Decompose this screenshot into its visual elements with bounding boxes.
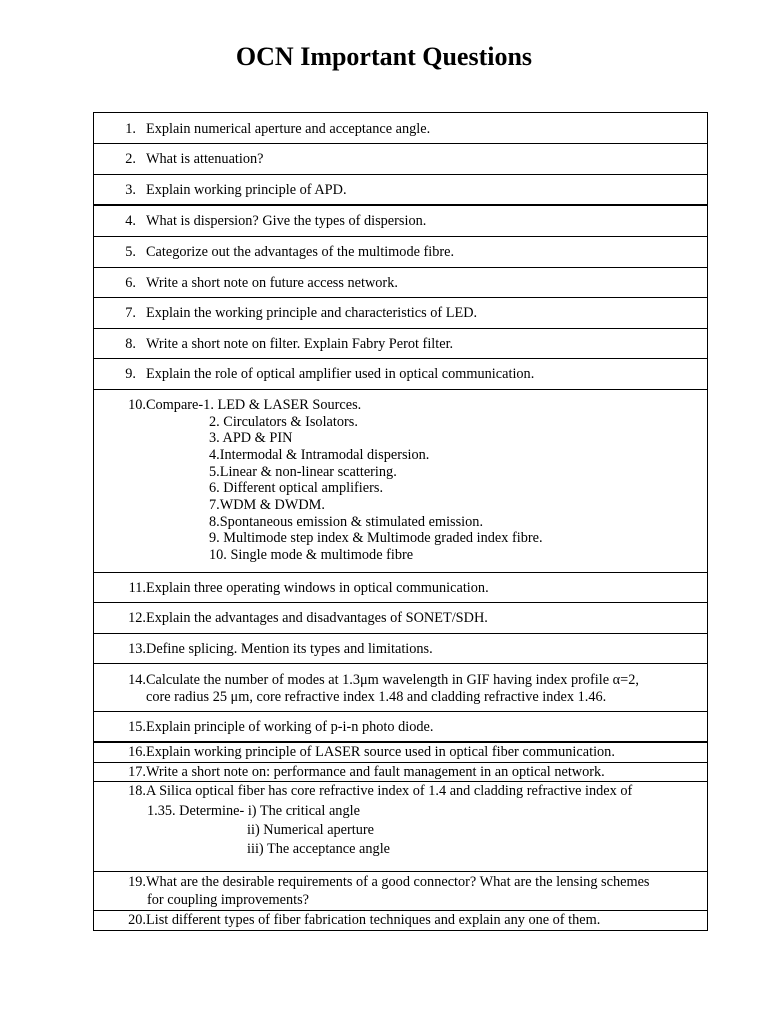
question-row-14: [94, 664, 707, 712]
question-text: A Silica optical fiber has core refractive index of 1.4 and cladding refractive index of: [146, 783, 633, 799]
question-number: 2.: [125, 151, 136, 167]
question-number: 12.: [128, 610, 146, 626]
question-row-20: [94, 911, 707, 930]
question-text: Write a short note on future access network.: [146, 275, 398, 291]
compare-subitem: 9. Multimode step index & Multimode graded index fibre.: [209, 530, 543, 546]
question-number: 17.: [128, 764, 146, 780]
question-number: 6.: [125, 275, 136, 291]
question-text: Write a short note on filter. Explain Fabry Perot filter.: [146, 336, 454, 352]
question-row-19: [94, 872, 707, 911]
question-number: 19.: [128, 874, 146, 890]
compare-subitem: 6. Different optical amplifiers.: [209, 480, 384, 496]
question-text: Explain principle of working of p-i-n photo diode.: [146, 719, 434, 735]
question-number: 18.: [128, 783, 146, 799]
page-title: OCN Important Questions: [235, 42, 533, 71]
question-number: 13.: [128, 641, 146, 657]
question-number: 4.: [125, 213, 136, 229]
question-text: Explain the advantages and disadvantages of SONET/SDH.: [146, 610, 488, 626]
question-row-16: [94, 743, 707, 763]
question-number: 16.: [128, 744, 146, 760]
question-text: Explain numerical aperture and acceptance angle.: [146, 121, 431, 137]
question-text: Explain working principle of APD.: [146, 182, 347, 198]
question-row-9: [94, 359, 707, 390]
question-row-8: [94, 329, 707, 359]
question-text: Define splicing. Mention its types and limitations.: [146, 641, 433, 657]
question-text: Compare-1. LED & LASER Sources.: [146, 397, 362, 413]
question-number: 15.: [128, 719, 146, 735]
question-text: List different types of fiber fabrication techniques and explain any one of them.: [146, 912, 601, 928]
question-text-continued: core radius 25 μm, core refractive index 1.48 and cladding refractive index 1.46.: [146, 689, 607, 705]
compare-subitem: 3. APD & PIN: [209, 430, 293, 446]
question-row-17: [94, 763, 707, 782]
question-row-4: [94, 206, 707, 237]
question-row-12: [94, 603, 707, 634]
compare-subitem: 8.Spontaneous emission & stimulated emission.: [209, 514, 484, 530]
question-text: Explain working principle of LASER source used in optical fiber communication.: [146, 744, 615, 760]
compare-subitem: 10. Single mode & multimode fibre: [209, 547, 414, 563]
question-text-continued: 1.35. Determine- i) The critical angle: [147, 803, 360, 819]
question-number: 3.: [125, 182, 136, 198]
question-row-10: [94, 390, 707, 573]
question-number: 10.: [128, 397, 146, 413]
determine-subitem: ii) Numerical aperture: [247, 822, 375, 838]
compare-subitem: 2. Circulators & Isolators.: [209, 414, 358, 430]
question-row-5: [94, 237, 707, 268]
determine-subitem: iii) The acceptance angle: [247, 841, 391, 857]
compare-subitem: 4.Intermodal & Intramodal dispersion.: [209, 447, 430, 463]
question-row-1: [94, 113, 707, 144]
compare-subitem: 7.WDM & DWDM.: [209, 497, 325, 513]
question-text: Calculate the number of modes at 1.3μm wavelength in GIF having index profile α=2,: [146, 672, 639, 688]
question-text: What is dispersion? Give the types of dispersion.: [146, 213, 427, 229]
question-text: Explain the role of optical amplifier used in optical communication.: [146, 366, 535, 382]
question-text: Explain three operating windows in optical communication.: [146, 580, 489, 596]
question-row-18: [94, 782, 707, 872]
question-text: Categorize out the advantages of the multimode fibre.: [146, 244, 455, 260]
question-number: 14.: [128, 672, 146, 688]
question-number: 9.: [125, 366, 136, 382]
question-text-continued: for coupling improvements?: [147, 892, 309, 908]
question-row-11: [94, 573, 707, 603]
questions-table: [93, 112, 708, 931]
question-row-15: [94, 712, 707, 743]
question-number: 8.: [125, 336, 136, 352]
question-number: 20.: [128, 912, 146, 928]
question-row-2: [94, 144, 707, 175]
question-number: 1.: [125, 121, 136, 137]
question-number: 11.: [128, 580, 146, 596]
question-number: 5.: [125, 244, 136, 260]
question-text: Write a short note on: performance and fault management in an optical network.: [146, 764, 605, 780]
compare-subitem: 5.Linear & non-linear scattering.: [209, 464, 397, 480]
question-row-13: [94, 634, 707, 664]
question-number: 7.: [125, 305, 136, 321]
question-text: Explain the working principle and characteristics of LED.: [146, 305, 478, 321]
question-row-6: [94, 268, 707, 298]
question-row-7: [94, 298, 707, 329]
question-text: What is attenuation?: [146, 151, 264, 167]
question-row-3: [94, 175, 707, 206]
question-text: What are the desirable requirements of a good connector? What are the lensing schemes: [146, 874, 650, 890]
